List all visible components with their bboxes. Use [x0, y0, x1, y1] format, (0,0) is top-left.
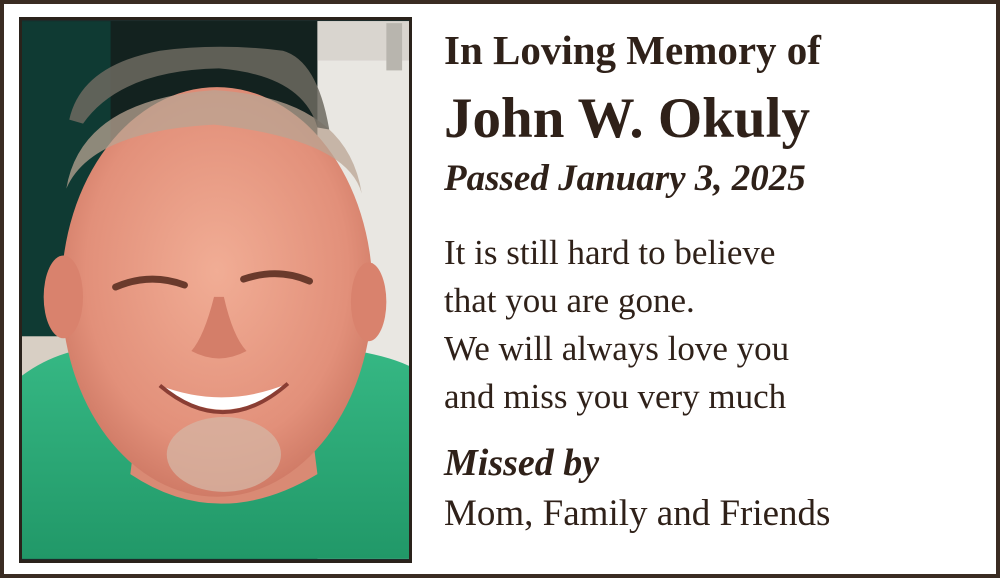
memorial-verse [444, 229, 789, 421]
deceased-name: John W. Okuly [444, 87, 810, 150]
passing-date: Passed January 3, 2025 [444, 158, 806, 199]
verse-line: We will always love you [444, 329, 790, 368]
portrait-illustration [22, 20, 409, 560]
portrait-photo [19, 17, 412, 563]
memorial-heading: In Loving Memory of [444, 27, 821, 73]
verse-line: and miss you very much [444, 377, 787, 416]
verse-line: that you are gone. [444, 281, 695, 320]
missed-by-label: Missed by [444, 442, 600, 484]
verse-line: It is still hard to believe [444, 233, 776, 272]
missed-by-names: Mom, Family and Friends [444, 493, 831, 534]
